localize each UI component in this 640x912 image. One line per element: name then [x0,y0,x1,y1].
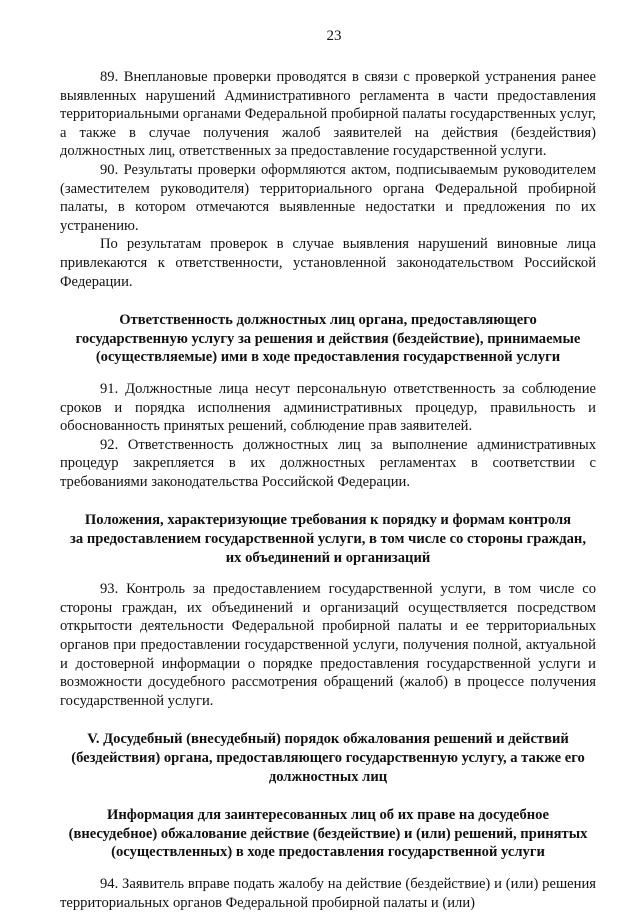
paragraph-91: 91. Должностные лица несут персональную ответственность за соблюдение сроков и порядка исполнения административных процедур, правильность и обоснованность принятых решений, соблюдение прав заявителей. [60,380,596,435]
paragraph-93: 93. Контроль за предоставлением государственной услуги, в том числе со стороны граждан, их объединений и организаций осуществляется посредством открытости деятельности Федеральной пробирной палаты и ее территориальных органов при предоставлении государственной услуги, получения полной, актуальной и достоверной информации о порядке предоставления государственной услуги и возможности досудебного рассмотрения обращений (жалоб) в процессе получения государственной услуги. [60,581,596,709]
section-heading-control [60,511,596,567]
heading-line: V. Досудебный (внесудебный) порядок обжалования решений и действий [87,731,569,748]
section-heading-appeal [60,730,596,786]
paragraph-89: 89. Внеплановые проверки проводятся в связи с проверкой устранения ранее выявленных нарушений Административного регламента в части предоставления территориальными органами Федеральной пробирной палаты государственных услуг, а также в случае получения жалоб заявителей на действия (бездействия) должностных лиц, ответственных за предоставление государственной услуги. [60,69,596,160]
heading-line: (осуществляемые) ими в ходе предоставления государственной услуги [95,349,561,366]
heading-line: Положения, характеризующие требования к порядку и формам контроля [84,512,572,529]
page-number: 23 [326,28,342,44]
section-heading-information [60,806,596,862]
heading-line: (осуществленных) в ходе предоставления государственной услуги [111,844,545,861]
heading-line: за предоставлением государственной услуги, в том числе со стороны граждан, [70,531,586,548]
section-heading-responsibility [60,311,596,367]
heading-line: государственную услугу за решения и действия (бездействие), принимаемые [75,330,581,347]
heading-line: (внесудебное) обжалование действие (бездействие) и (или) решений, принятых [68,825,588,842]
heading-line: Ответственность должностных лиц органа, предоставляющего [119,312,537,329]
heading-line: их объединений и организаций [225,549,431,566]
paragraph-92: 92. Ответственность должностных лиц за выполнение административных процедур закрепляется в их должностных регламентах в соответствии с требованиями законодательства Российской Федерации. [60,436,596,490]
paragraph-90-continuation: По результатам проверок в случае выявления нарушений виновные лица привлекаются к ответственности, установленной законодательством Российской Федерации. [60,236,596,290]
paragraph-94: 94. Заявитель вправе подать жалобу на действие (бездействие) и (или) решения территориальных органов Федеральной пробирной палаты и (или) [60,875,596,911]
heading-line: (бездействия) органа, предоставляющего государственную услугу, а также его [71,750,585,766]
heading-line: должностных лиц [268,768,388,785]
heading-line: Информация для заинтересованных лиц об их праве на досудебное [107,807,549,824]
paragraph-90: 90. Результаты проверки оформляются актом, подписываемым руководителем (заместителем руководителя) территориального органа Федеральной пробирной палаты, в котором отмечаются выявленные недостатки и предложения по их устранению. [60,161,596,234]
